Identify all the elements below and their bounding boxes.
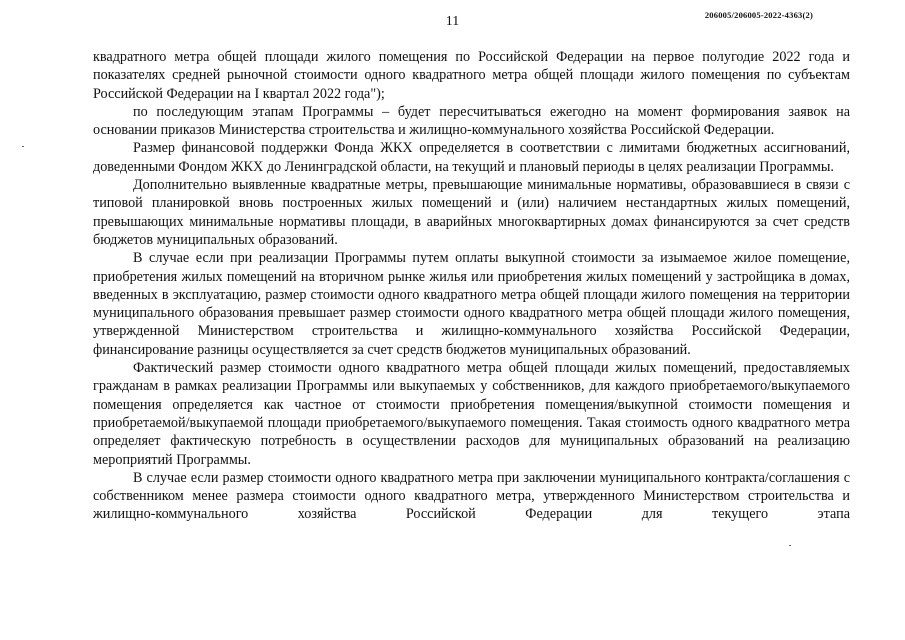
scan-speck: [789, 545, 791, 546]
paragraph: по последующим этапам Программы – будет пересчитываться ежегодно на момент формирования заявок на основании приказов Министерства строительства и жилищно-коммунального хозяйства Российской Федерации.: [93, 103, 850, 139]
paragraph: В случае если при реализации Программы путем оплаты выкупной стоимости за изымаемое жилое помещение, приобретения жилых помещений на вторичном рынке жилья или приобретения жилых помещений у застройщика в домах, введенных в эксплуатацию, размер стоимости одного квадратного метра общей площади жилого помещения на территории муниципального образования превышает размер стоимости одного квадратного метра общей площади жилого помещения, утвержденной Министерством строительства и жилищно-коммунального хозяйства Российской Федерации, финансирование разницы осуществляется за счет средств бюджетов муниципальных образований.: [93, 250, 850, 358]
paragraph-continuation: квадратного метра общей площади жилого помещения по Российской Федерации на первое полугодие 2022 года и показателях средней рыночной стоимости одного квадратного метра общей площади жилого помещения по субъектам Российской Федерации на I квартал 2022 года");: [93, 49, 850, 102]
paragraph: Фактический размер стоимости одного квадратного метра общей площади жилых помещений, предоставляемых гражданам в рамках реализации Программы или выкупаемых у собственников, для каждого приобретаемого/выкупаемого помещения определяется как частное от стоимости приобретения помещения/выкупной стоимости помещения и приобретаемой/выкупаемой площади приобретаемого/выкупаемого помещения. Такая стоимость одного квадратного метра определяет фактическую потребность в осуществлении расходов для муниципальных образований на реализацию мероприятий Программы.: [93, 360, 850, 468]
paragraph: В случае если размер стоимости одного квадратного метра при заключении муниципального контракта/соглашения с собственником менее размера стоимости одного квадратного метра, утвержденного Министерством строительства и жилищно-коммунального хозяйства Российской Федерации для текущего этапа: [93, 469, 850, 523]
scan-speck: [22, 146, 24, 147]
document-body: [93, 48, 850, 524]
page-number: 11: [445, 14, 460, 29]
paragraph: Размер финансовой поддержки Фонда ЖКХ определяется в соответствии с лимитами бюджетных ассигнований, доведенными Фондом ЖКХ до Ленинградской области, на текущий и плановый периоды в целях реализации Программы.: [93, 140, 850, 175]
paragraph: Дополнительно выявленные квадратные метры, превышающие минимальные нормативы, образовавшиеся в связи с типовой планировкой вновь построенных жилых помещений и (или) наличием нестандартных жилых помещений, превышающих минимальные нормативы площади, в аварийных многоквартирных домах финансируются за счет средств бюджетов муниципальных образований.: [93, 177, 850, 248]
document-id: 206005/206005-2022-4363(2): [704, 10, 813, 20]
